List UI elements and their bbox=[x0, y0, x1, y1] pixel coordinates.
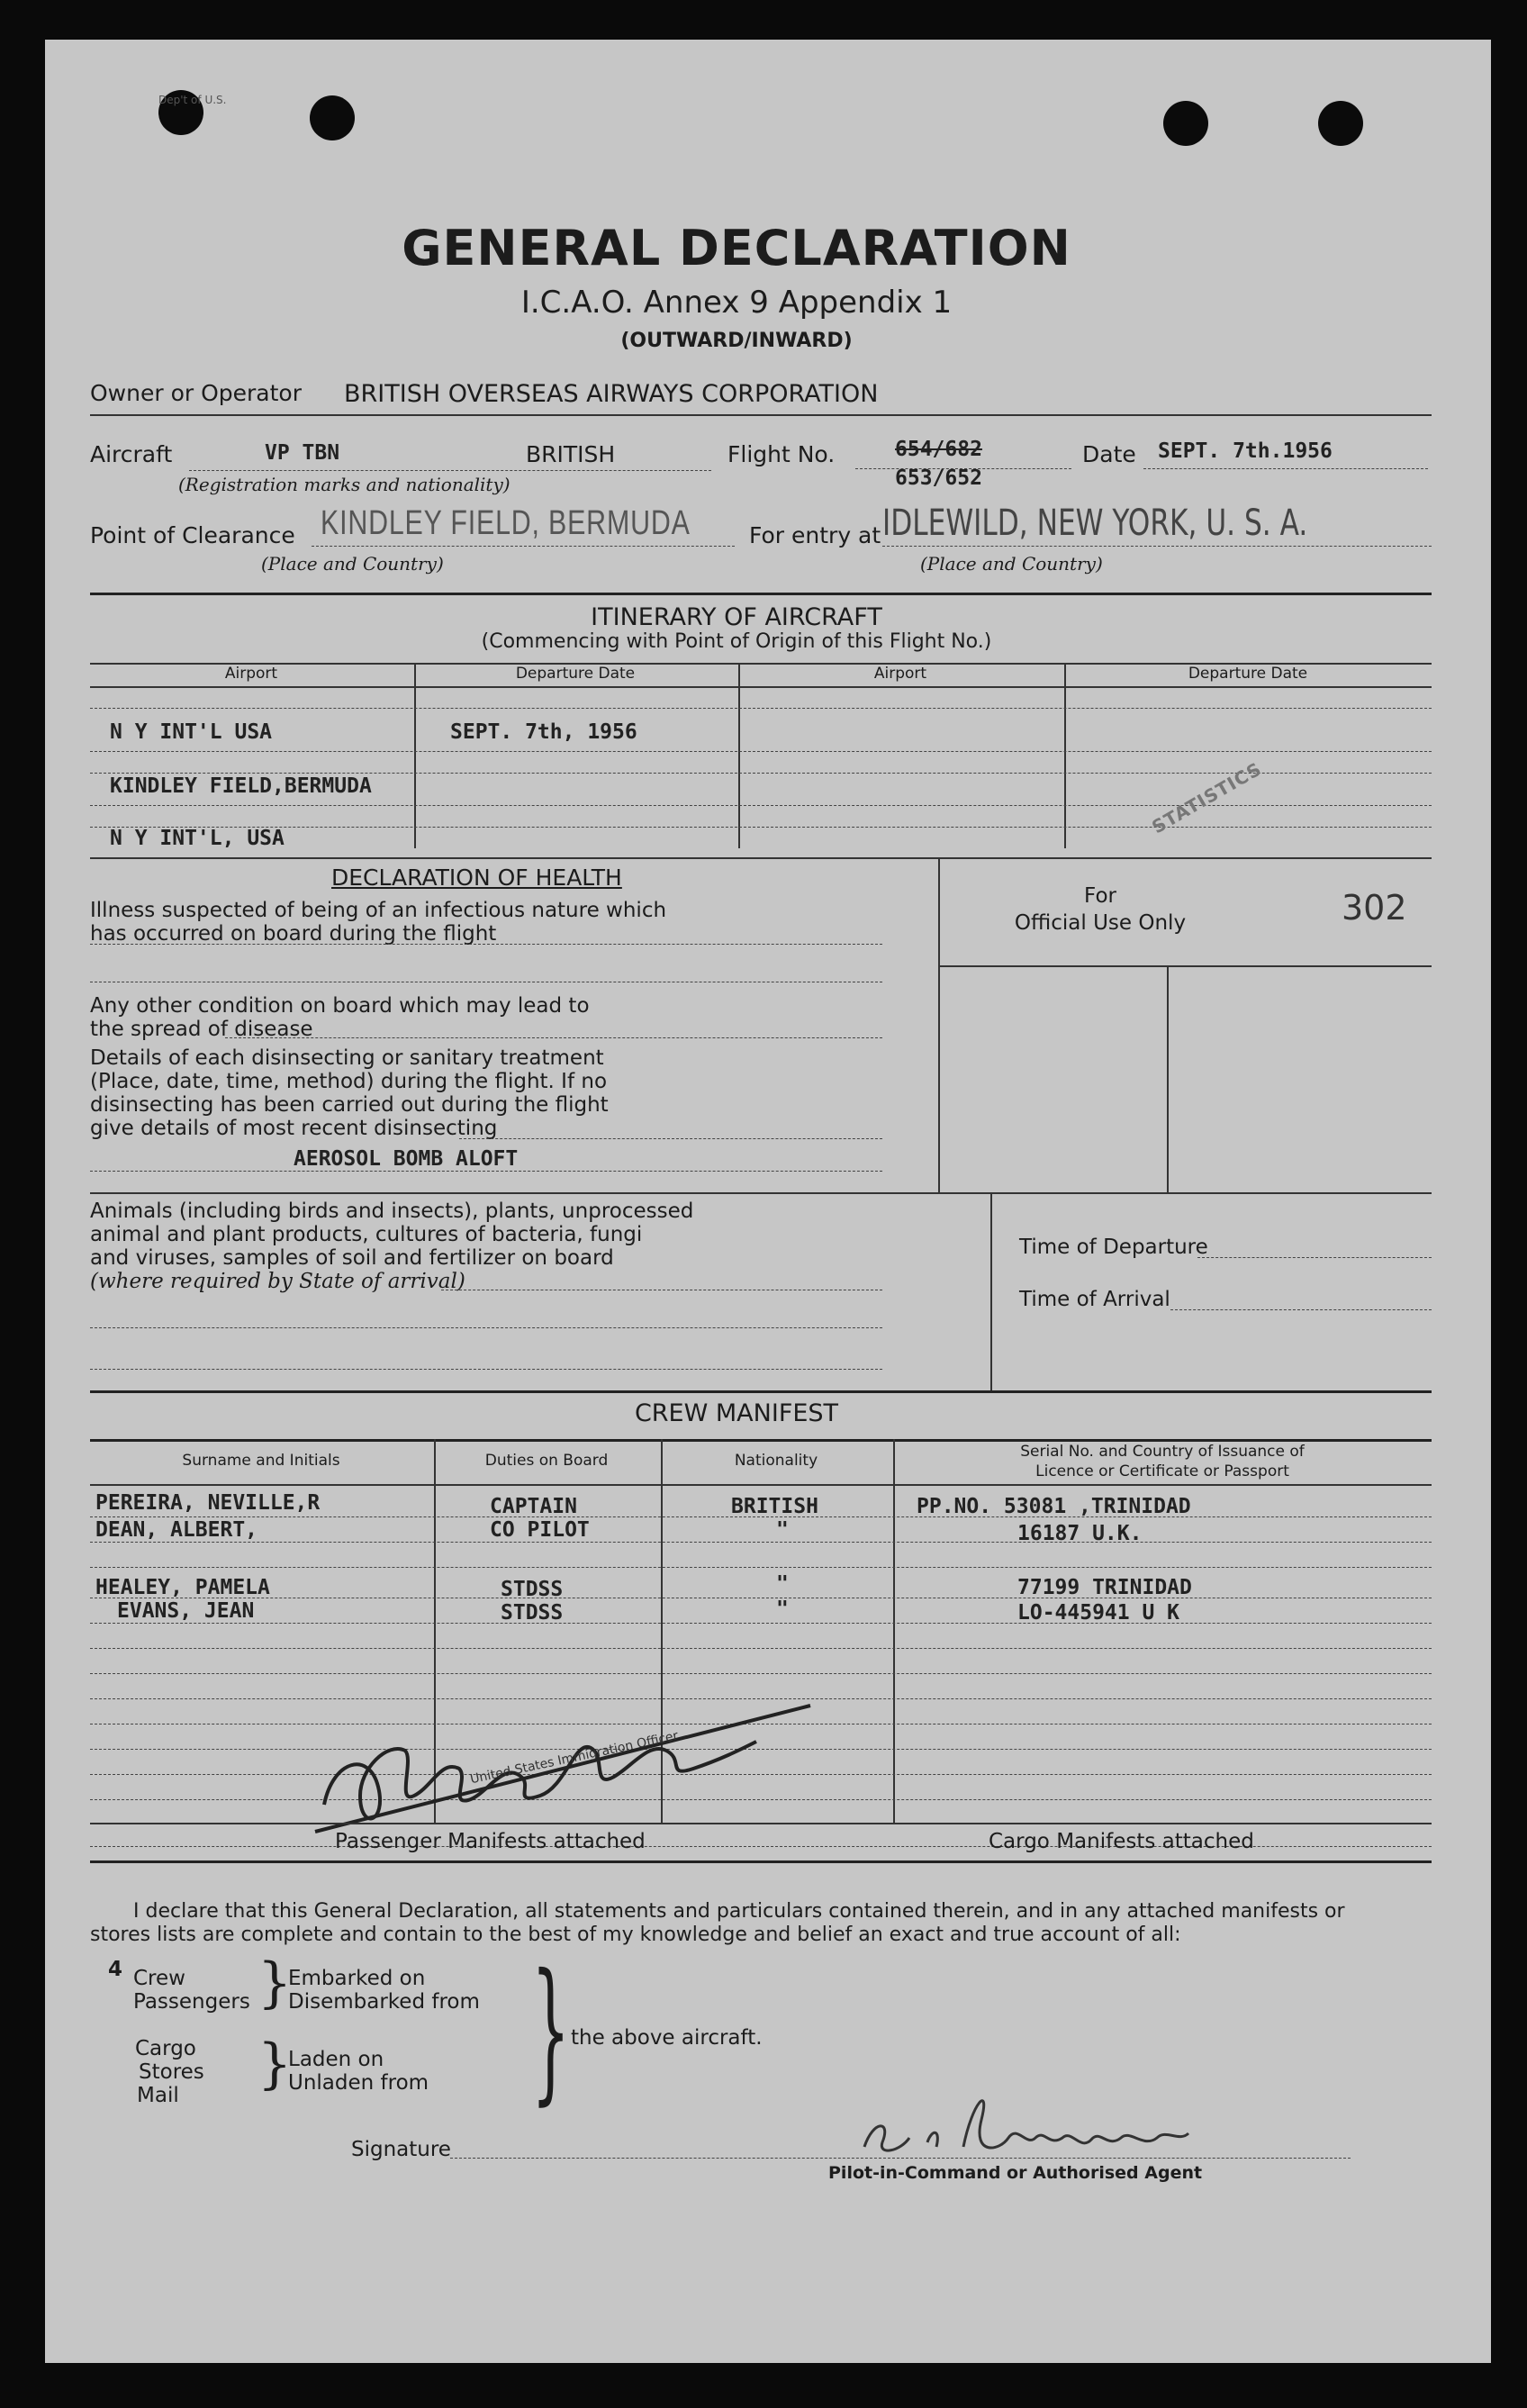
crew-serial-1: PP.NO. 53081 ,TRINIDAD bbox=[917, 1495, 1191, 1518]
health-illness-2: has occurred on board during the flight bbox=[90, 922, 497, 946]
crew-nat-3: " bbox=[776, 1572, 789, 1596]
entry-label: For entry at bbox=[749, 522, 881, 548]
crew-header-duties: Duties on Board bbox=[484, 1452, 609, 1470]
signature-caption: Pilot-in-Command or Authorised Agent bbox=[828, 2163, 1203, 2183]
pilot-signature bbox=[855, 2066, 1233, 2165]
crew-duty-1: CAPTAIN bbox=[490, 1495, 577, 1518]
flight-number-struck: 654/682 bbox=[895, 438, 982, 461]
crew-name-3: HEALEY, PAMELA bbox=[95, 1576, 270, 1599]
embarked-label: Embarked on bbox=[288, 1967, 426, 1990]
crew-name-1: PEREIRA, NEVILLE,R bbox=[95, 1491, 321, 1515]
health-details-4: give details of most recent disinsecting bbox=[90, 1117, 498, 1140]
officer-stamp: United States Immigration Officer bbox=[468, 1728, 680, 1788]
crew-duty-2: CO PILOT bbox=[490, 1518, 590, 1542]
crew-count: 4 bbox=[108, 1958, 123, 1981]
clearance-caption: (Place and Country) bbox=[261, 553, 444, 575]
form-direction: (OUTWARD/INWARD) bbox=[620, 330, 853, 352]
crew-name-4: EVANS, JEAN bbox=[117, 1599, 255, 1623]
punch-hole bbox=[1318, 101, 1363, 146]
health-other-2: the spread of disease bbox=[90, 1018, 313, 1041]
crew-label: Crew bbox=[133, 1967, 185, 1990]
official-label-2: Official Use Only bbox=[1014, 911, 1187, 935]
signature-label: Signature bbox=[351, 2138, 451, 2161]
form-title: GENERAL DECLARATION bbox=[402, 220, 1071, 276]
animals-3: and viruses, samples of soil and fertilizer on board bbox=[90, 1246, 614, 1270]
animals-4: (where required by State of arrival) bbox=[90, 1270, 465, 1293]
owner-label: Owner or Operator bbox=[90, 380, 302, 406]
date-label: Date bbox=[1082, 441, 1136, 467]
flight-label: Flight No. bbox=[727, 441, 836, 467]
health-details-3: disinsecting has been carried out during the flight bbox=[90, 1093, 609, 1117]
crew-serial-3: 77199 TRINIDAD bbox=[1017, 1576, 1192, 1599]
crew-header-name: Surname and Initials bbox=[182, 1452, 340, 1470]
aircraft-nationality: BRITISH bbox=[526, 441, 616, 467]
crew-title: CREW MANIFEST bbox=[634, 1399, 839, 1427]
mail-label: Mail bbox=[137, 2084, 179, 2107]
aircraft-registration: VP TBN bbox=[265, 441, 340, 465]
crew-header-serial-2: Licence or Certificate or Passport bbox=[1035, 1462, 1289, 1480]
brace-2: } bbox=[258, 2032, 293, 2096]
punch-hole bbox=[1163, 101, 1208, 146]
health-other-1: Any other condition on board which may lead to bbox=[90, 994, 590, 1018]
disinsect-value: AEROSOL BOMB ALOFT bbox=[294, 1147, 519, 1171]
aircraft-label: Aircraft bbox=[90, 441, 173, 467]
crew-serial-4: LO-445941 U K bbox=[1017, 1601, 1180, 1625]
clearance-value: KINDLEY FIELD, BERMUDA bbox=[321, 504, 691, 542]
date-value: SEPT. 7th.1956 bbox=[1158, 439, 1333, 463]
itinerary-header-date-2: Departure Date bbox=[1188, 665, 1308, 683]
crew-header-nationality: Nationality bbox=[734, 1452, 818, 1470]
cargo-manifests: Cargo Manifests attached bbox=[989, 1830, 1254, 1853]
crew-nat-4: " bbox=[776, 1598, 789, 1621]
crew-nat-1: BRITISH bbox=[731, 1495, 818, 1518]
time-of-departure: Time of Departure bbox=[1019, 1236, 1208, 1259]
passenger-manifests: Passenger Manifests attached bbox=[335, 1830, 646, 1853]
itinerary-header-date: Departure Date bbox=[515, 665, 636, 683]
crew-duty-3: STDSS bbox=[501, 1578, 564, 1601]
brace-big: } bbox=[531, 1942, 571, 2120]
time-of-arrival: Time of Arrival bbox=[1019, 1288, 1170, 1311]
crew-duty-4: STDSS bbox=[501, 1601, 564, 1625]
itinerary-header-airport-2: Airport bbox=[873, 665, 927, 683]
crew-header-serial-1: Serial No. and Country of Issuance of bbox=[1020, 1443, 1305, 1461]
crew-name-2: DEAN, ALBERT, bbox=[95, 1518, 258, 1542]
animals-2: animal and plant products, cultures of bacteria, fungi bbox=[90, 1223, 643, 1246]
crew-serial-2: 16187 U.K. bbox=[1017, 1522, 1143, 1545]
itinerary-airport-3: N Y INT'L, USA bbox=[110, 827, 285, 850]
disembarked-label: Disembarked from bbox=[288, 1990, 480, 2014]
flight-number: 653/652 bbox=[895, 466, 982, 490]
declaration-line-2: stores lists are complete and contain to the best of my knowledge and belief an exact and true account of all: bbox=[90, 1924, 1181, 1946]
official-number: 302 bbox=[1342, 888, 1407, 928]
entry-caption: (Place and Country) bbox=[920, 553, 1103, 575]
brace-1: } bbox=[258, 1951, 293, 2014]
health-illness-1: Illness suspected of being of an infectious nature which bbox=[90, 899, 667, 922]
itinerary-header-airport: Airport bbox=[224, 665, 278, 683]
itinerary-airport-1: N Y INT'L USA bbox=[110, 720, 273, 744]
entry-value: IDLEWILD, NEW YORK, U. S. A. bbox=[882, 502, 1308, 544]
statistics-stamp: STATISTICS bbox=[1148, 757, 1266, 838]
itinerary-date-1: SEPT. 7th, 1956 bbox=[450, 720, 637, 744]
itinerary-subtitle: (Commencing with Point of Origin of this Flight No.) bbox=[481, 630, 992, 653]
declaration-line-1: I declare that this General Declaration, all statements and particulars contained therein, and in any attached manifests or bbox=[133, 1900, 1345, 1923]
form-subtitle: I.C.A.O. Annex 9 Appendix 1 bbox=[520, 285, 953, 321]
passengers-label: Passengers bbox=[133, 1990, 250, 2014]
above-aircraft: the above aircraft. bbox=[571, 2026, 763, 2050]
registration-caption: (Registration marks and nationality) bbox=[178, 474, 511, 495]
itinerary-title: ITINERARY OF AIRCRAFT bbox=[591, 603, 882, 631]
punch-hole bbox=[310, 95, 355, 140]
declaration-form bbox=[45, 40, 1491, 2363]
health-details-1: Details of each disinsecting or sanitary treatment bbox=[90, 1046, 604, 1070]
stores-label: Stores bbox=[139, 2060, 204, 2084]
cargo-label: Cargo bbox=[135, 2037, 196, 2060]
laden-label: Laden on bbox=[288, 2048, 384, 2071]
health-details-2: (Place, date, time, method) during the flight. If no bbox=[90, 1070, 608, 1093]
crew-nat-2: " bbox=[776, 1518, 789, 1542]
health-title: DECLARATION OF HEALTH bbox=[331, 865, 622, 891]
animals-1: Animals (including birds and insects), plants, unprocessed bbox=[90, 1199, 694, 1223]
itinerary-airport-2: KINDLEY FIELD,BERMUDA bbox=[110, 774, 372, 798]
top-stamp: Dep't of U.S. bbox=[158, 94, 227, 106]
owner-value: BRITISH OVERSEAS AIRWAYS CORPORATION bbox=[344, 380, 879, 408]
clearance-label: Point of Clearance bbox=[90, 522, 295, 548]
unladen-label: Unladen from bbox=[288, 2071, 429, 2095]
official-label-1: For bbox=[1084, 884, 1116, 908]
